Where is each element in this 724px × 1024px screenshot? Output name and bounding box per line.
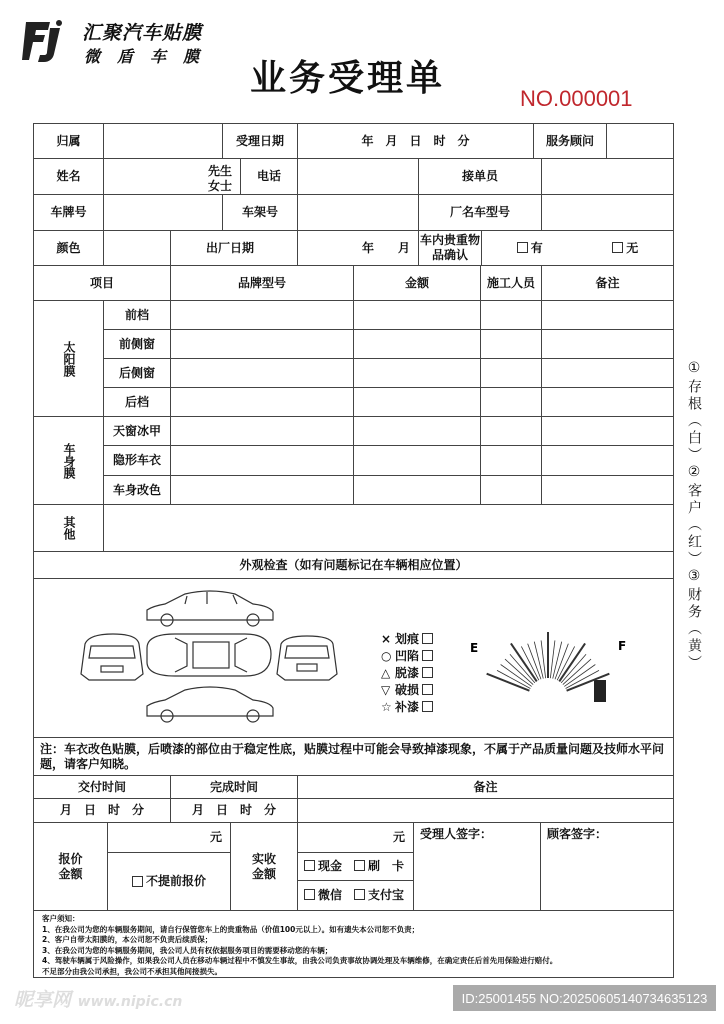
brand-field[interactable] [170, 329, 354, 359]
copy-distribution: ①存根（白）②客户（红）③财务（黄） [686, 360, 702, 672]
amount-field[interactable] [353, 358, 481, 388]
page-title: 业务受理单 [250, 57, 446, 99]
label-accept-date: 受理日期 [222, 123, 298, 159]
legend-symbol: ▽ [381, 683, 391, 697]
item-label: 后侧窗 [103, 358, 171, 388]
factory-date-field[interactable]: 年 月 [297, 230, 419, 266]
group-solar-film: 太阳膜 [33, 300, 104, 417]
brand-field[interactable] [170, 387, 354, 417]
plate-field[interactable] [103, 194, 223, 231]
legend-item [381, 648, 436, 665]
quote-label: 报价金额 [58, 851, 83, 881]
notice-title: 客户须知： [42, 914, 80, 923]
col-amount: 金额 [353, 265, 481, 301]
no-label: 无 [626, 240, 639, 255]
worker-field[interactable] [480, 475, 542, 505]
label-valuables: 车内贵重物品确认 [418, 230, 482, 266]
car-side-bottom-icon [147, 687, 273, 722]
fuel-pump-icon [594, 680, 606, 702]
legend-symbol: × [381, 632, 392, 646]
legend-label: 脱漆 [395, 666, 420, 680]
col-item: 项目 [33, 265, 171, 301]
receiver-field[interactable] [541, 158, 674, 195]
alipay-label: 支付宝 [368, 888, 405, 902]
ms-option[interactable]: 女士 [207, 179, 232, 193]
owner-field[interactable] [103, 123, 223, 159]
label-color: 颜色 [33, 230, 104, 266]
accept-date-field[interactable]: 年 月 日 时 分 [297, 123, 534, 159]
col-worker: 施工人员 [480, 265, 542, 301]
watermark-id: ID:25001455 NO:20250605140734635123 [453, 985, 716, 1011]
quote-amount-field[interactable] [107, 822, 231, 853]
amount-field[interactable] [353, 445, 481, 476]
delivery-time-field[interactable]: 月 日 时 分 [33, 798, 171, 823]
notice-line: 1、在我公司为您的车辆服务期间，请自行保管您车上的贵重物品（价值100元以上）。如有遗失本公司恕不负责； [42, 924, 420, 934]
watermark-site-name: 昵享网 [14, 989, 72, 1011]
item-label: 前侧窗 [103, 329, 171, 359]
damage-legend [381, 631, 436, 716]
yuan-label: 元 [392, 830, 405, 844]
label-delivery-time: 交付时间 [33, 775, 171, 799]
label-finish-time: 完成时间 [170, 775, 298, 799]
worker-field[interactable] [480, 416, 542, 446]
customer-notice [33, 910, 674, 978]
legend-checkbox[interactable] [422, 684, 433, 695]
pay-row-2 [297, 880, 414, 911]
alipay-checkbox[interactable] [354, 888, 404, 903]
col-remark: 备注 [541, 265, 674, 301]
brand-field[interactable] [170, 300, 354, 330]
yuan-label: 元 [209, 830, 222, 844]
car-rear-icon [277, 636, 337, 680]
remark-field[interactable] [541, 445, 674, 476]
legend-item [381, 699, 436, 716]
label-advisor: 服务顾问 [533, 123, 607, 159]
legend-checkbox[interactable] [422, 701, 433, 712]
legend-item [381, 665, 436, 682]
valuables-options [481, 230, 674, 266]
advisor-field[interactable] [606, 123, 674, 159]
worker-field[interactable] [480, 445, 542, 476]
remark-field[interactable] [541, 329, 674, 359]
legend-item [381, 682, 436, 699]
gauge-f-label: F [618, 639, 627, 653]
color-field[interactable] [103, 230, 171, 266]
item-label: 隐形车衣 [103, 445, 171, 476]
label-factory-date: 出厂日期 [170, 230, 298, 266]
brand-sub: 微盾车膜 [84, 47, 217, 66]
card-checkbox[interactable] [354, 859, 404, 874]
brand-name: 汇聚汽车贴膜 [82, 22, 203, 44]
legend-checkbox[interactable] [422, 650, 433, 661]
cash-label: 现金 [318, 859, 343, 873]
item-label: 车身改色 [103, 475, 171, 505]
legend-label: 凹陷 [395, 649, 420, 663]
model-field[interactable] [541, 194, 674, 231]
legend-label: 破损 [395, 683, 420, 697]
received-amount-field[interactable] [297, 822, 414, 853]
brand-field[interactable] [170, 358, 354, 388]
label-delivery-remark: 备注 [297, 775, 674, 799]
valuables-yes-checkbox[interactable] [517, 241, 543, 256]
valuables-no-checkbox[interactable] [612, 241, 638, 256]
group-body-film: 车身膜 [33, 416, 104, 505]
item-label: 天窗冰甲 [103, 416, 171, 446]
label-receiver: 接单员 [418, 158, 542, 195]
col-brand: 品牌型号 [170, 265, 354, 301]
legend-symbol: ○ [381, 649, 392, 663]
watermark-site [14, 985, 182, 1012]
no-quote-checkbox[interactable] [107, 852, 231, 911]
legend-symbol: △ [381, 666, 391, 680]
car-front-icon [81, 634, 143, 680]
label-phone: 电话 [240, 158, 298, 195]
handler-sign-label: 受理人签字： [420, 827, 493, 841]
finish-time-field[interactable]: 月 日 时 分 [170, 798, 298, 823]
label-quote [33, 822, 108, 911]
item-label: 后档 [103, 387, 171, 417]
label-model: 厂名车型号 [418, 194, 542, 231]
vin-field[interactable] [297, 194, 419, 231]
watermark-url: www.nipic.cn [77, 994, 183, 1010]
gauge-tick [505, 659, 533, 684]
amount-field[interactable] [353, 475, 481, 505]
remark-field[interactable] [541, 358, 674, 388]
amount-field[interactable] [353, 329, 481, 359]
notice-line: 不足部分由我公司承担，我公司不承担其他间接损失。 [42, 966, 222, 976]
wechat-label: 微信 [318, 888, 343, 902]
notice-line: 3、在我公司为您的车辆服务期间，我公司人员有权依据服务项目的需要移动您的车辆； [42, 945, 333, 955]
delivery-remark-field[interactable] [297, 798, 674, 823]
name-field[interactable] [103, 158, 241, 195]
notice-line: 2、客户自带太阳膜的，本公司恕不负责后续质保； [42, 935, 213, 945]
brand-field[interactable] [170, 445, 354, 476]
legend-checkbox[interactable] [422, 633, 433, 644]
mr-option[interactable]: 先生 [207, 164, 232, 178]
amount-field[interactable] [353, 300, 481, 330]
label-plate: 车牌号 [33, 194, 104, 231]
received-label: 实收金额 [251, 851, 276, 881]
legend-item [381, 631, 436, 648]
pay-row-1 [297, 852, 414, 881]
note-text: 注：车衣改色贴膜，后喷漆的部位由于稳定性底，贴膜过程中可能会导致掉漆现象，不属于产品质量问题及技师水平问题，请客户知晓。 [33, 737, 674, 776]
logo-icon [22, 18, 62, 64]
remark-field[interactable] [541, 300, 674, 330]
car-side-top-icon [147, 591, 273, 626]
legend-label: 划痕 [395, 632, 420, 646]
label-received [230, 822, 298, 911]
label-vin: 车架号 [222, 194, 298, 231]
amount-field[interactable] [353, 387, 481, 417]
no-quote-label: 不提前报价 [145, 874, 206, 888]
gauge-tick [563, 659, 591, 684]
car-diagram [75, 582, 345, 734]
phone-field[interactable] [297, 158, 419, 195]
item-label: 前档 [103, 300, 171, 330]
legend-symbol: ☆ [381, 700, 392, 714]
brand-field[interactable] [170, 475, 354, 505]
label-name: 姓名 [33, 158, 104, 195]
other-field[interactable] [103, 504, 674, 552]
yes-label: 有 [530, 240, 543, 255]
brand-field[interactable] [170, 416, 354, 446]
handler-sign-field[interactable] [413, 822, 541, 911]
worker-field[interactable] [480, 329, 542, 359]
notice-line: 4、驾驶车辆属于风险操作，如果我公司人员在移动车辆过程中不慎发生事故，由我公司负责事故协调处理及车辆维修，在确定责任后首先用保险进行赔付。 [42, 956, 558, 966]
gauge-e-label: E [470, 641, 479, 655]
car-top-icon [147, 634, 271, 676]
legend-label: 补漆 [395, 700, 420, 714]
inspection-title: 外观检查（如有问题标记在车辆相应位置） [33, 551, 674, 579]
worker-field[interactable] [480, 358, 542, 388]
amount-field[interactable] [353, 416, 481, 446]
customer-sign-label: 顾客签字： [547, 827, 608, 841]
card-label: 刷 卡 [368, 859, 405, 873]
legend-checkbox[interactable] [422, 667, 433, 678]
cash-checkbox[interactable] [304, 859, 342, 874]
wechat-checkbox[interactable] [304, 888, 342, 903]
remark-field[interactable] [541, 475, 674, 505]
label-owner: 归属 [33, 123, 104, 159]
label-other: 其他 [33, 504, 104, 552]
remark-field[interactable] [541, 416, 674, 446]
form-number: NO.000001 [520, 86, 633, 111]
remark-field[interactable] [541, 387, 674, 417]
worker-field[interactable] [480, 300, 542, 330]
worker-field[interactable] [480, 387, 542, 417]
fuel-gauge-icon [468, 630, 628, 708]
customer-sign-field[interactable] [540, 822, 674, 911]
